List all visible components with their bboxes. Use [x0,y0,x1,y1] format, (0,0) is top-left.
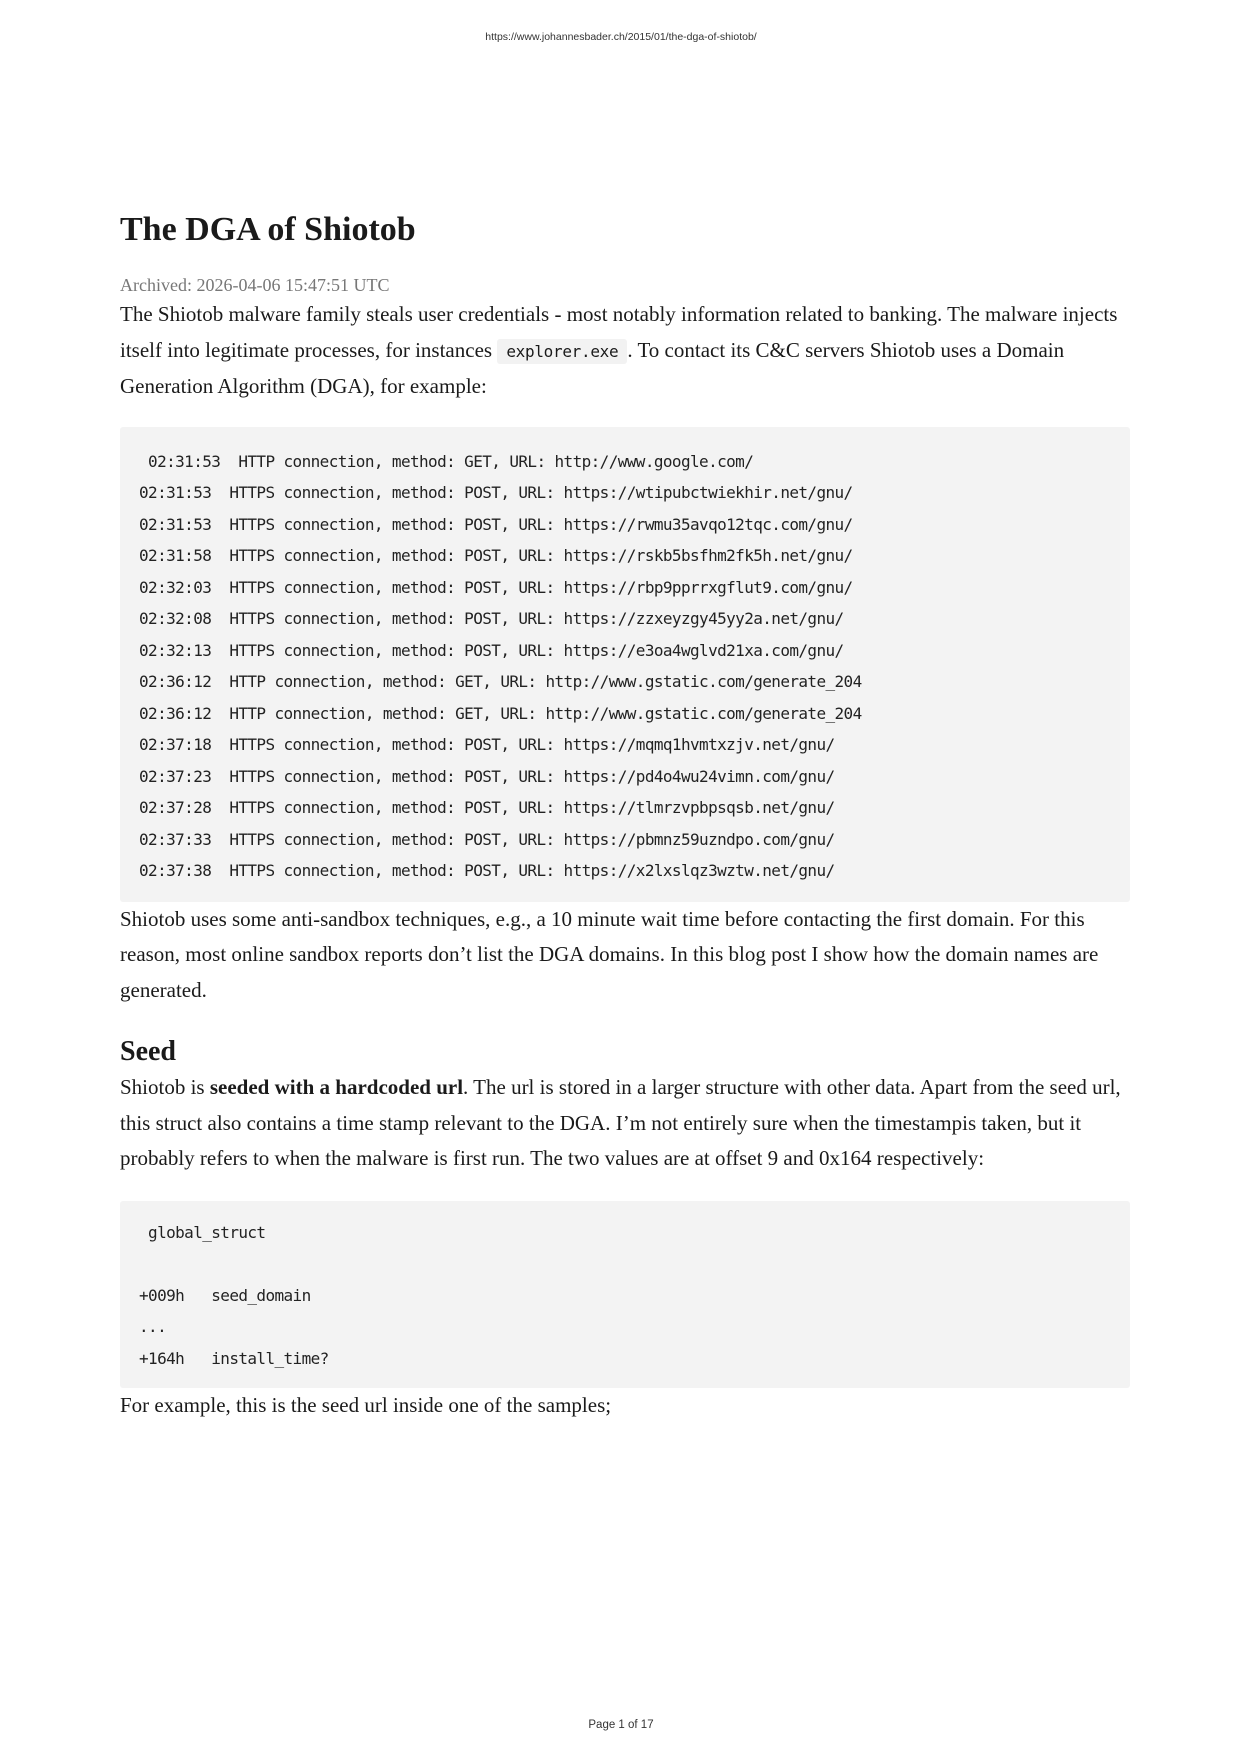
code-line: 02:32:08 HTTPS connection, method: POST, URL: https://zzxeyzgy45yy2a.net/gnu/ [139,609,844,628]
code-line: 02:31:58 HTTPS connection, method: POST, URL: https://rskb5bsfhm2fk5h.net/gnu/ [139,546,853,565]
code-line: 02:36:12 HTTP connection, method: GET, URL: http://www.gstatic.com/generate_204 [139,703,862,723]
seed-bold-phrase: seeded with a hardcoded url [209,1075,464,1099]
page-url-header: https://www.johannesbader.ch/2015/01/the-dga-of-shiotob/ [485,31,757,43]
code-line: ... [139,1317,167,1336]
code-line: 02:32:13 HTTPS connection, method: POST, URL: https://e3oa4wglvd21xa.com/gnu/ [139,640,844,660]
page-number: Page 1 of 17 [588,1719,654,1731]
seed-text-end: . The url is stored in a larger structure with other data. Apart from the seed url, this struct also contains a time stamp relevant to the DGA. I’m not entirely sure when the timestampis taken, but it probably refers to when the malware is first run. The two values are at offset 9 and 0x164 respectively: [120,1075,1121,1170]
code-line: +009h seed_domain [139,1285,311,1305]
article [120,208,1130,1424]
struct-listing-code-block [120,1201,1130,1389]
example-intro-paragraph: For example, this is the seed url inside one of the samples; [120,1393,612,1417]
code-line: global_struct [139,1222,266,1242]
traffic-log-code-block [120,427,1130,902]
archived-timestamp: Archived: 2026-04-06 15:47:51 UTC [120,275,390,295]
code-line: 02:37:23 HTTPS connection, method: POST, URL: https://pd4o4wu24vimn.com/gnu/ [139,766,835,786]
code-line: 02:31:53 HTTP connection, method: GET, URL: http://www.google.com/ [139,451,754,471]
article-title: The DGA of Shiotob [120,211,416,248]
inline-code-explorer: explorer.exe [497,339,627,364]
code-line: 02:31:53 HTTPS connection, method: POST, URL: https://wtipubctwiekhir.net/gnu/ [139,483,853,502]
intro-text-end: . To contact its C&C servers Shiotob uses a Domain Generation Algorithm (DGA), for example: [120,337,1065,398]
code-line: 02:37:18 HTTPS connection, method: POST, URL: https://mqmq1hvmtxzjv.net/gnu/ [139,735,835,754]
intro-text-start: The Shiotob malware family steals user credentials - most notably information related to banking. The malware injects itself into legitimate processes, for instances [120,302,1118,362]
code-line: 02:37:33 HTTPS connection, method: POST, URL: https://pbmnz59uzndpo.com/gnu/ [139,829,835,849]
anti-sandbox-paragraph: Shiotob uses some anti-sandbox techniques, e.g., a 10 minute wait time before contacting the first domain. For this reason, most online sandbox reports don’t list the DGA domains. In this blog post I show how the domain names are generated. [120,906,1099,1002]
code-line: 02:37:28 HTTPS connection, method: POST, URL: https://tlmrzvpbpsqsb.net/gnu/ [139,798,835,817]
intro-paragraph [120,297,1130,405]
code-line: 02:37:38 HTTPS connection, method: POST, URL: https://x2lxslqz3wztw.net/gnu/ [139,861,835,880]
code-line: 02:36:12 HTTP connection, method: GET, URL: http://www.gstatic.com/generate_204 [139,672,862,691]
seed-paragraph [120,1070,1130,1177]
code-line: 02:32:03 HTTPS connection, method: POST, URL: https://rbp9pprrxgflut9.com/gnu/ [139,577,853,597]
code-line: 02:31:53 HTTPS connection, method: POST, URL: https://rwmu35avqo12tqc.com/gnu/ [139,514,853,534]
code-line: +164h install_time? [139,1348,329,1368]
seed-heading: Seed [120,1036,176,1067]
seed-text-start: Shiotob is [120,1075,210,1099]
